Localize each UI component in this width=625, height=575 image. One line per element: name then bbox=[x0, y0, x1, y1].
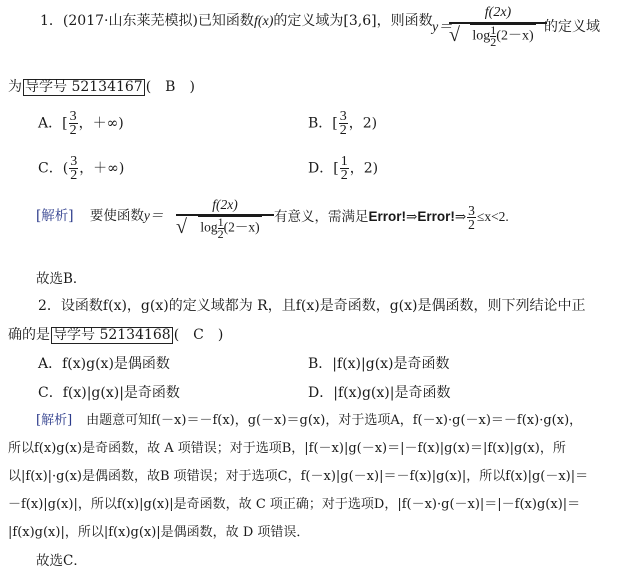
option-open: [ bbox=[333, 160, 339, 177]
q2-analysis-line2 bbox=[8, 440, 566, 458]
frac-num: 3 bbox=[468, 203, 475, 218]
q1-stem-text-3: 的定义域 bbox=[544, 19, 600, 35]
q2-stem-line1 bbox=[38, 297, 585, 315]
log-base-den: 2 bbox=[217, 227, 224, 241]
analysis-line: 所以f(x)g(x)是奇函数，故 A 项错误；对于选项B，|f(－x)|g(－x)＝|－f(x)|g(x)＝|f(x)|g(x)，所 bbox=[8, 441, 566, 456]
q1-answer: ( B ) bbox=[145, 79, 195, 95]
q1-prefix: 为 bbox=[8, 79, 22, 95]
q2-conclusion bbox=[36, 552, 87, 570]
q1-error-2: Error! bbox=[417, 209, 455, 224]
q1-log: log bbox=[472, 28, 491, 44]
log: log bbox=[200, 219, 218, 235]
q1-frac-den bbox=[449, 24, 547, 48]
q2-option-d bbox=[308, 384, 450, 402]
q1-analysis-tag: [解析] bbox=[36, 208, 74, 224]
q1-fraction bbox=[449, 4, 547, 48]
frac-num: 1 bbox=[340, 154, 348, 169]
option-rest: ，＋∞) bbox=[79, 160, 125, 177]
frac-den: 2 bbox=[468, 217, 475, 232]
q1-error-1: Error! bbox=[368, 209, 407, 224]
q1-source: (2017·山东莱芜模拟) bbox=[62, 13, 198, 29]
q1-analysis-text: 要使函数 bbox=[89, 208, 144, 224]
frac-num: 3 bbox=[339, 109, 347, 124]
option-frac bbox=[69, 155, 78, 182]
q1-number: 1． bbox=[40, 13, 63, 29]
q1-y-eq: y＝ bbox=[432, 20, 453, 35]
option-open: [ bbox=[332, 115, 338, 132]
q2-analysis-line4 bbox=[8, 496, 580, 514]
q1-option-a bbox=[38, 110, 124, 137]
analysis-line: |f(x)g(x)|，所以|f(x)g(x)|是偶函数，故 D 项错误． bbox=[8, 525, 310, 540]
q1-conclusion bbox=[36, 270, 86, 288]
log-base-num: 1 bbox=[217, 215, 224, 229]
option-rest: ，2) bbox=[348, 115, 378, 132]
q1-analysis-text-2: 有意义，需满足 bbox=[274, 209, 369, 225]
option-text: f(x)g(x)是偶函数 bbox=[62, 356, 170, 372]
sqrt-icon: √ bbox=[449, 24, 460, 46]
implies-icon: ⇒ bbox=[454, 209, 467, 225]
q2-stem-text: 设函数f(x)，g(x)的定义域都为 R，且f(x)是奇函数，g(x)是偶函数，则下列结论中正 bbox=[60, 298, 586, 314]
q1-sqrt-body bbox=[470, 24, 535, 48]
q2-analysis-line3 bbox=[8, 468, 588, 486]
option-label: D． bbox=[308, 160, 334, 177]
q1-stem-text: 已知函数 bbox=[197, 13, 254, 29]
q2-option-b bbox=[308, 355, 450, 373]
log-base-den: 2 bbox=[490, 35, 497, 49]
q1-frac-num: f(2x) bbox=[449, 4, 547, 24]
analysis-line: 以|f(x)|·g(x)是偶函数，故B 项错误；对于选项C，f(－x)|g(－x)|＝－f(x)|g(x)|，所以f(x)|g(－x)|＝ bbox=[8, 469, 589, 484]
frac-den: 2 bbox=[69, 123, 77, 138]
option-rest: ，2) bbox=[349, 160, 379, 177]
option-label: B． bbox=[308, 356, 333, 372]
q2-prefix: 确的是 bbox=[8, 327, 50, 343]
option-label: C． bbox=[38, 385, 63, 401]
q2-answer: ( C ) bbox=[173, 327, 224, 343]
q1-analysis-tail bbox=[274, 204, 509, 231]
q2-analysis-line5 bbox=[8, 524, 309, 542]
option-label: A． bbox=[38, 356, 63, 372]
q1-log-arg: (2－x) bbox=[496, 28, 534, 44]
q2-stem-line2 bbox=[8, 326, 223, 344]
log-base-num: 1 bbox=[490, 23, 497, 37]
option-frac bbox=[340, 155, 349, 182]
q2-guide-number-box[interactable]: 导学号 52134168 bbox=[53, 327, 171, 343]
option-label: D． bbox=[308, 385, 334, 401]
q1-option-d bbox=[308, 155, 378, 182]
q2-option-c bbox=[38, 384, 180, 402]
option-frac bbox=[339, 110, 348, 137]
q1-analysis-fraction bbox=[176, 196, 274, 240]
analysis-line: 由题意可知f(－x)＝－f(x)，g(－x)＝g(x)，对于选项A，f(－x)·g(－x)＝－f(x)·g(x)， bbox=[86, 413, 583, 428]
frac-den: 2 bbox=[339, 123, 347, 138]
q2-option-a bbox=[38, 355, 170, 373]
q1-analysis-frac-den bbox=[176, 216, 274, 240]
conclusion-text: 故选B． bbox=[36, 271, 87, 287]
q1-guide-number-box[interactable]: 导学号 52134167 bbox=[25, 79, 143, 95]
conclusion-text: 故选C． bbox=[36, 553, 87, 569]
option-text: |f(x)g(x)|是奇函数 bbox=[333, 385, 451, 401]
option-label: C． bbox=[38, 160, 63, 177]
q1-stem-line2 bbox=[8, 78, 195, 96]
option-open: ( bbox=[62, 160, 69, 177]
option-label: A． bbox=[38, 115, 63, 132]
frac-num: 3 bbox=[70, 154, 78, 169]
option-rest: ，＋∞) bbox=[78, 115, 124, 132]
q1-analysis-y: y＝ bbox=[143, 208, 164, 223]
q1-stem-line1 bbox=[40, 12, 433, 31]
frac-den: 2 bbox=[340, 168, 348, 183]
frac-den: 2 bbox=[70, 168, 78, 183]
q2-analysis-tag: [解析] bbox=[36, 413, 73, 428]
implies-icon: ⇒ bbox=[406, 209, 418, 225]
q1-result-rest: ≤x<2. bbox=[476, 209, 509, 224]
q1-fx: f(x) bbox=[253, 14, 274, 29]
q1-analysis-sqrt-body bbox=[198, 216, 261, 240]
q1-analysis-frac-num: f(2x) bbox=[176, 196, 274, 216]
q1-option-b bbox=[308, 110, 377, 137]
option-text: f(x)|g(x)|是奇函数 bbox=[62, 385, 180, 401]
analysis-line: －f(x)|g(x)|，所以f(x)|g(x)|是奇函数，故 C 项正确；对于选项D，|f(－x)·g(－x)|＝|－f(x)g(x)|＝ bbox=[8, 497, 581, 512]
log-arg: (2－x) bbox=[223, 219, 260, 235]
q1-analysis bbox=[36, 197, 616, 254]
q2-number: 2． bbox=[38, 298, 61, 314]
option-label: B． bbox=[308, 115, 333, 132]
q1-result-frac bbox=[467, 204, 476, 231]
option-frac bbox=[69, 110, 78, 137]
option-text: |f(x)|g(x)是奇函数 bbox=[332, 356, 450, 372]
frac-num: 3 bbox=[69, 109, 77, 124]
q1-stem-text-2: 的定义域为[3,6]，则函数 bbox=[273, 13, 433, 29]
q2-analysis-line1 bbox=[36, 412, 582, 430]
option-open: [ bbox=[62, 115, 68, 132]
q1-option-c bbox=[38, 155, 124, 182]
sqrt-icon: √ bbox=[176, 216, 187, 238]
